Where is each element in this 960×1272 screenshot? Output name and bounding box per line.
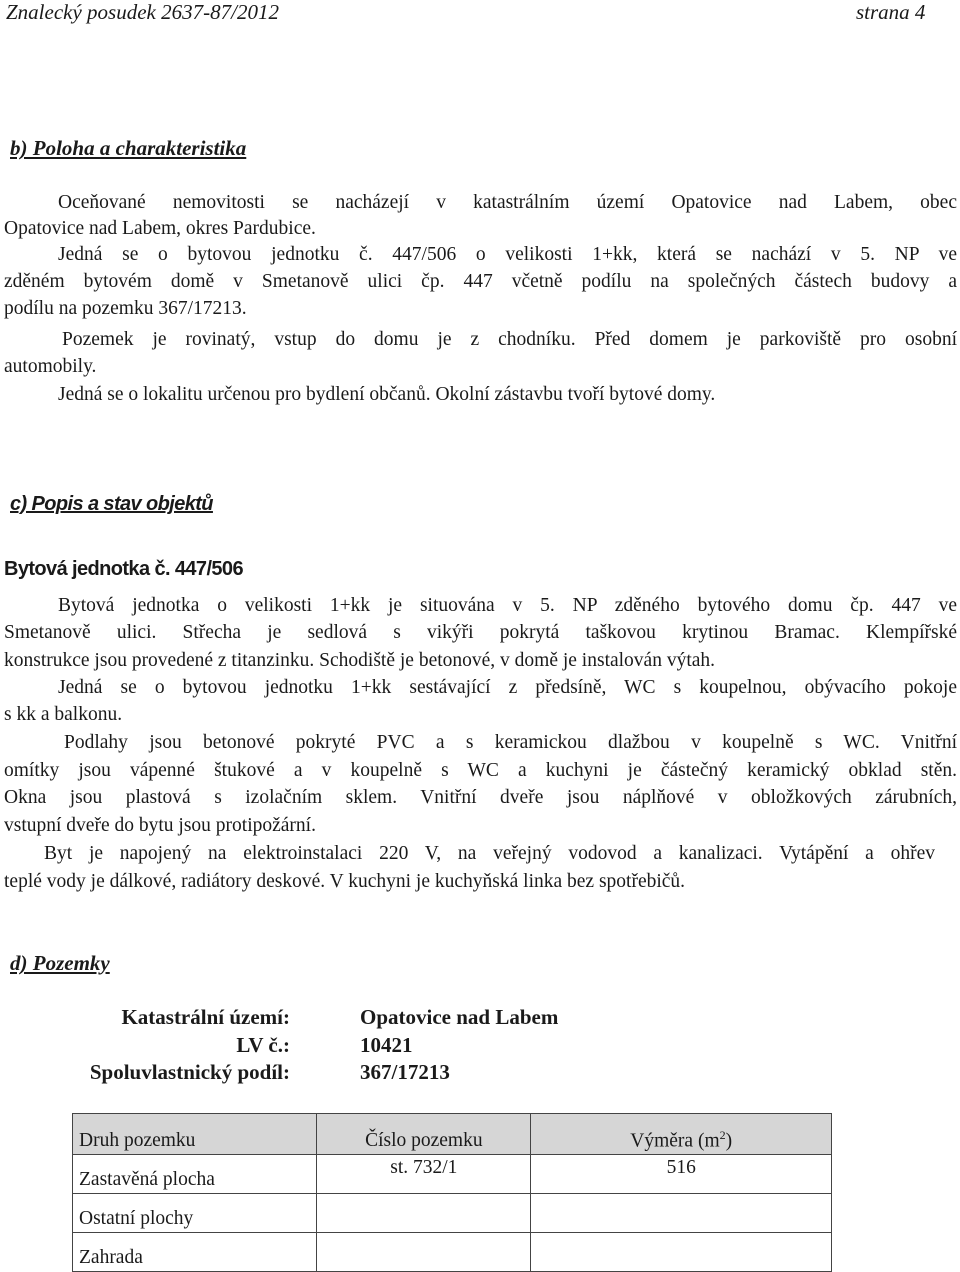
- paragraph-line: Bytová jednotka o velikosti 1+kk je situována v 5. NP zděného bytového domu čp. 447 ve: [58, 595, 957, 616]
- unit-subtitle: Bytová jednotka č. 447/506: [4, 558, 243, 580]
- table-cell: [531, 1233, 832, 1272]
- page-number: strana 4: [856, 0, 926, 24]
- table-cell: [317, 1233, 531, 1272]
- info-row-share: [0, 1060, 960, 1088]
- paragraph-line: omítky jsou vápenné štukové a v koupelně s WC a kuchyni je částečný keramický obklad stěn.: [4, 760, 957, 781]
- paragraph-line: teplé vody je dálkové, radiátory deskové. V kuchyni je kuchyňská linka bez spotřebičů.: [4, 871, 686, 892]
- paragraph-line: automobily.: [4, 356, 97, 377]
- info-value: 367/17213: [360, 1060, 450, 1084]
- column-header-area: [531, 1114, 832, 1155]
- info-row-lv: [0, 1033, 960, 1061]
- table-cell: Zastavěná plocha: [73, 1155, 317, 1194]
- document-title: Znalecký posudek 2637-87/2012: [6, 0, 279, 24]
- info-row-cadastral: [0, 1005, 960, 1033]
- table-cell: Zahrada: [73, 1233, 317, 1272]
- paragraph-line: Byt je napojený na elektroinstalaci 220 V, na veřejný vodovod a kanalizaci. Vytápění a ohřev: [44, 843, 935, 864]
- table-cell: 516: [531, 1155, 832, 1194]
- area-header-exponent: 2: [719, 1127, 726, 1142]
- column-header-type: Druh pozemku: [73, 1114, 317, 1155]
- paragraph-line: Jedná se o lokalitu určenou pro bydlení občanů. Okolní zástavbu tvoří bytové domy.: [58, 384, 716, 405]
- parcels-table: [72, 1113, 832, 1272]
- paragraph-line: s kk a balkonu.: [4, 704, 123, 725]
- table-cell: Ostatní plochy: [73, 1194, 317, 1233]
- column-header-number: Číslo pozemku: [317, 1114, 531, 1155]
- paragraph-line: Pozemek je rovinatý, vstup do domu je z chodníku. Před domem je parkoviště pro osobní: [62, 329, 957, 350]
- table-cell: [317, 1194, 531, 1233]
- section-c-title: c) Popis a stav objektů: [10, 493, 213, 515]
- paragraph-line: Podlahy jsou betonové pokryté PVC a s keramickou dlažbou v koupelně s WC. Vnitřní: [64, 732, 957, 753]
- paragraph-line: Oceňované nemovitosti se nacházejí v katastrálním území Opatovice nad Labem, obec: [58, 192, 957, 213]
- table-row: [73, 1233, 832, 1272]
- table-header-row: [73, 1114, 832, 1155]
- table-cell: [531, 1194, 832, 1233]
- area-header-text: Výměra (m: [630, 1130, 720, 1151]
- section-b-title: b) Poloha a charakteristika: [10, 136, 247, 160]
- section-d-title: d) Pozemky: [10, 951, 110, 975]
- table-row: [73, 1194, 832, 1233]
- paragraph-line: zděném bytovém domě v Smetanově ulici čp. 447 včetně podílu na společných částech budovy a: [4, 271, 957, 292]
- table-row: [73, 1155, 832, 1194]
- paragraph-line: podílu na pozemku 367/17213.: [4, 298, 247, 319]
- paragraph-line: vstupní dveře do bytu jsou protipožární.: [4, 815, 316, 836]
- table-cell: st. 732/1: [317, 1155, 531, 1194]
- paragraph-line: Smetanově ulici. Střecha je sedlová s vikýři pokrytá taškovou krytinou Bramac. Klempířské: [4, 622, 957, 643]
- info-value: Opatovice nad Labem: [360, 1005, 559, 1029]
- info-label: LV č.:: [236, 1033, 290, 1057]
- info-value: 10421: [360, 1033, 413, 1057]
- area-header-close: ): [725, 1130, 733, 1151]
- paragraph-line: Jedná se o bytovou jednotku 1+kk sestávající z předsíně, WC s koupelnou, obývacího pokoje: [58, 677, 957, 698]
- paragraph-line: konstrukce jsou provedené z titanzinku. Schodiště je betonové, v domě je instalován výtah.: [4, 650, 716, 671]
- paragraph-line: Jedná se o bytovou jednotku č. 447/506 o velikosti 1+kk, která se nachází v 5. NP ve: [58, 244, 957, 265]
- paragraph-line: Okna jsou plastová s izolačním sklem. Vnitřní dveře jsou náplňové v obložkových zárubních,: [4, 787, 957, 808]
- info-label: Spoluvlastnický podíl:: [89, 1060, 290, 1084]
- info-label: Katastrální území:: [121, 1005, 290, 1029]
- paragraph-line: Opatovice nad Labem, okres Pardubice.: [4, 218, 316, 239]
